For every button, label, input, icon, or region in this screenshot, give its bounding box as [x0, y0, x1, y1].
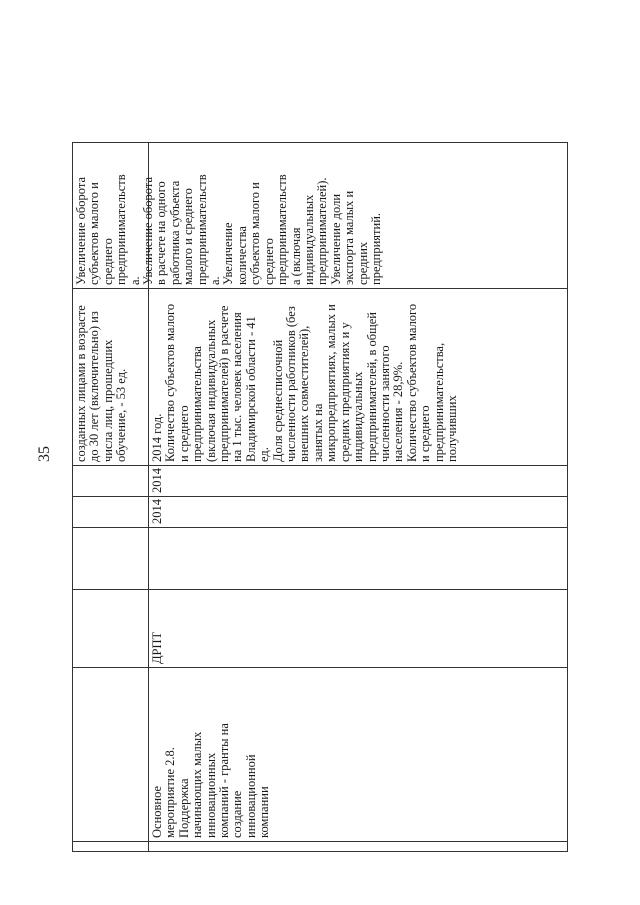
- text-line: 2014 год.: [150, 413, 164, 462]
- rotated-table: [72, 142, 568, 852]
- text-line: начинающих малых: [190, 731, 205, 838]
- text-line: численности работников (без: [284, 306, 299, 462]
- text-line: компании: [257, 786, 272, 838]
- text-line: получивших: [444, 395, 459, 462]
- text-line: компаний - гранты на: [217, 723, 232, 838]
- empty-cell: [148, 528, 567, 590]
- end-year-cell: [148, 466, 567, 497]
- text-line: обучение, - 53 ед.: [114, 368, 129, 462]
- text-line: Доля среднесписочной: [270, 339, 285, 462]
- activity-cell: [148, 668, 567, 842]
- table-border-bottom: [567, 142, 568, 852]
- text-line: Увеличение оборота: [74, 177, 88, 285]
- page-number: 35: [36, 446, 53, 462]
- text-line: малого и среднего: [181, 188, 196, 285]
- text-line: инновационной: [243, 754, 258, 838]
- text-line: работника субъекта: [167, 180, 182, 285]
- text-line: предпринимательств: [275, 174, 290, 285]
- text-line: созданных лицами в возрасте: [74, 305, 88, 462]
- end-year-text: 2014: [150, 468, 164, 493]
- text-line: предпринимательств: [194, 174, 209, 285]
- text-line: предпринимателей).: [315, 177, 330, 285]
- executor-cell: [148, 590, 567, 668]
- text-line: предприятий.: [368, 212, 383, 285]
- text-line: до 30 лет (включительно) из: [87, 311, 102, 462]
- continued-indicator-cell: [72, 289, 148, 466]
- text-line: Количество субъектов малого: [163, 303, 178, 462]
- text-line: а.: [208, 276, 223, 285]
- text-line: численности занятого: [377, 345, 392, 462]
- text-line: создание: [230, 790, 245, 838]
- text-line: числа лиц, прошедших: [100, 339, 115, 462]
- text-line: индивидуальных: [301, 194, 316, 285]
- text-line: количества: [234, 226, 249, 285]
- text-line: Увеличение доли: [328, 193, 343, 285]
- text-line: мероприятие 2.8.: [163, 747, 178, 838]
- text-line: внешних совместителей),: [297, 325, 312, 462]
- text-line: предпринимательства,: [431, 342, 446, 462]
- text-line: индивидуальных: [351, 371, 366, 462]
- text-line: предпринимательств: [114, 174, 129, 285]
- text-line: ед.: [257, 447, 272, 462]
- text-line: а (включая: [288, 227, 303, 285]
- text-line: и среднего: [418, 405, 433, 462]
- text-line: Основное: [150, 785, 164, 838]
- text-line: Количество субъектов малого: [404, 303, 419, 462]
- text-line: а.: [127, 276, 142, 285]
- text-line: занятых на: [310, 403, 325, 462]
- text-line: Увеличение: [221, 222, 236, 285]
- text-line: (включая индивидуальных: [203, 319, 218, 462]
- text-line: на 1 тыс. человек населения: [230, 312, 245, 462]
- indicator-cell: [148, 289, 567, 466]
- text-line: субъектов малого и: [87, 182, 102, 285]
- text-line: среднего: [100, 238, 115, 285]
- text-line: Поддержка: [176, 778, 191, 838]
- text-line: инновационных: [203, 752, 218, 838]
- col-border: [72, 851, 568, 852]
- text-line: предпринимательства: [190, 346, 205, 462]
- text-line: Владимирской области - 41: [243, 316, 258, 462]
- start-year-text: 2014: [150, 499, 164, 524]
- text-line: предпринимателей, в общей: [364, 312, 379, 462]
- text-line: в расчете на одного: [154, 181, 169, 285]
- result-cell: [72, 143, 567, 289]
- text-line: среднего: [261, 238, 276, 285]
- text-line: средних предприятиях и у: [337, 322, 352, 462]
- start-year-cell: [148, 497, 567, 528]
- text-line: средних: [355, 241, 370, 285]
- text-line: субъектов малого и: [248, 182, 263, 285]
- text-line: предпринимателей) в расчете: [217, 305, 232, 462]
- text-line: населения - 28,9%.: [391, 361, 406, 462]
- text-line: экспорта малых и: [342, 190, 357, 285]
- text-line: микропредприятиях, малых и: [324, 304, 339, 462]
- executor-text: ДРПТ: [150, 631, 164, 664]
- text-line: Увеличение оборота: [141, 177, 156, 285]
- text-line: и среднего: [176, 405, 191, 462]
